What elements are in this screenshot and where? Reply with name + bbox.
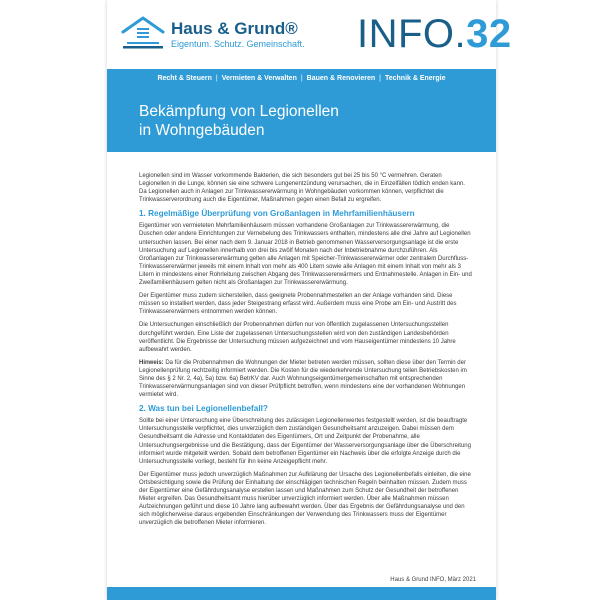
header xyxy=(107,0,512,68)
title-band xyxy=(107,88,496,152)
footer-credit: Haus & Grund INFO, März 2021 xyxy=(390,577,476,583)
nav-separator: | xyxy=(215,75,218,82)
nav-separator: | xyxy=(379,75,381,82)
hinweis-text: Da für die Probennahmen die Wohnungen der Mieter betreten werden müssen, sollten diese über den Termin der Legionellenprüfung rechtzeitig informiert werden. Die Kosten für die wiederkehrende Untersuchung teilen Betriebskosten im Sinne des § 2 Nr. 2, 4a), 5a) bzw. 6a) BetrKV dar. Auch Wohnungseigentümergemeinschaften mit entsprechenden Trinkwassererwärmungsanlagen sind von dieser Prüfpflicht betroffen, wenn mindestens eine der vorhandenen Wohnungen vermietet wird. xyxy=(139,359,467,399)
section-2-heading: 2. Was tun bei Legionellenbefall? xyxy=(139,404,268,414)
info-number: 32 xyxy=(466,12,512,56)
title-line-2: in Wohngebäuden xyxy=(139,122,265,139)
nav-item-technik-energie[interactable]: Technik & Energie xyxy=(384,75,446,82)
category-nav xyxy=(107,69,496,88)
section-1-paragraph-2: Der Eigentümer muss zudem sicherstellen, dass geeignete Probennahmestellen an der Anlage vorhanden sind. Diese müssen so installiert werden, dass jeder Steigestrang erfasst wird. Außerdem muss eine Probe am Ein- und Austritt des Trinkwassererwärmers entnommen werden können. xyxy=(139,293,457,316)
nav-item-vermieten-verwalten[interactable]: Vermieten & Verwalten xyxy=(221,75,297,82)
nav-separator: | xyxy=(300,75,303,82)
title-line-1: Bekämpfung von Legionellen xyxy=(139,103,339,120)
document-page xyxy=(107,0,512,600)
page-title xyxy=(139,102,339,140)
info-badge xyxy=(357,14,512,54)
section-1-paragraph-3: Die Untersuchungen einschließlich der Probennahmen dürfen nur von öffentlich zugelassenen Untersuchungsstellen durchgeführt werden. Eine Liste der zugelassenen Untersuchungsstellen wird von den zuständigen Landesbehörden veröffentlicht. Die Ergebnisse der Untersuchung müssen aufgezeichnet und vom Hauseigentümer mindestens 10 Jahre aufbewahrt werden. xyxy=(139,322,456,353)
section-1-heading: 1. Regelmäßige Überprüfung von Großanlagen in Mehrfamilienhäusern xyxy=(139,209,415,219)
section-2-paragraph-2: Der Eigentümer muss jedoch unverzüglich Maßnahmen zur Aufklärung der Ursache des Legionellenbefalls einleiten, die eine Ortsbesichtigung sowie die Prüfung der Einhaltung der einschlägigen technischen Regeln beinhalten müssen. Zudem muss der Eigentümer eine Gefährdungsanalyse erstellen lassen und Maßnahmen zum Schutz der Gesundheit der betroffenen Mieter ergreifen. Das Gesundheitsamt muss hierüber unverzüglich informiert werden. Über alle Maßnahmen müssen Aufzeichnungen geführt und diese 10 Jahre lang aufbewahrt werden. Über das Ergebnis der Gefährdungsanalyse und den sich möglicherweise daraus ergebenden Einschränkungen der Verwendung des Trinkwassers muss der Eigentümer unverzüglich die betroffenen Mieter informieren. xyxy=(139,471,471,527)
hinweis-paragraph xyxy=(139,359,473,399)
section-1-paragraph-1: Eigentümer von vermieteten Mehrfamilienhäusern müssen vorhandene Großanlagen zur Trinkwassererwärmung, die Duschen oder andere Einrichtungen zur Vernebelung des Trinkwassers enthalten, mindestens alle drei Jahre auf Legionellen untersuchen lassen. Bei einer nach dem 9. Januar 2018 in Betrieb genommenen Wasserversorgungsanlage ist die erste Untersuchung auf Legionellen innerhalb von drei bis zwölf Monaten nach der Inbetriebnahme durchzuführen. Als Großanlagen zur Trinkwassererwärmung gelten alle Anlagen mit Speicher-Trinkwassererwärmer oder zentralem Durchfluss-Trinkwassererwärmer jeweils mit einem Inhalt von mehr als 400 Litern sowie alle Anlagen mit einem Inhalt von mehr als 3 Litern in mindestens einer Rohrleitung zwischen Abgang des Trinkwassererwärmers und Entnahmestelle. Anlagen in Ein- und Zweifamilienhäusern gelten nicht als Großanlagen zur Trinkwassererwärmung. xyxy=(139,223,472,287)
house-logo-icon xyxy=(121,16,165,50)
brand-tagline: Eigentum. Schutz. Gemeinschaft. xyxy=(171,39,305,49)
section-2-paragraph-1: Sollte bei einer Untersuchung eine Überschreitung des zulässigen Legionellenwertes festgestellt werden, ist die beauftragte Untersuchungsstelle verpflichtet, dies unverzüglich dem zuständigen Gesundheitsamt anzuzeigen. Dabei müssen dem Gesundheitsamt die Adresse und Kontaktdaten des Eigentümers, Ort und Zeitpunkt der Probenahme, alle Untersuchungsergebnisse und die Bestätigung, dass der Eigentümer der Wasserversorgungsanlage über die Überschreitung informiert wurde mitgeteilt werden. Sobald dem betroffenen Eigentümer ein Nachweis über die erfolgte Anzeige durch die Untersuchungsstelle vorliegt, besteht für ihn keine Anzeigepflicht mehr. xyxy=(139,418,471,465)
article-body xyxy=(139,172,473,532)
intro-paragraph: Legionellen sind im Wasser vorkommende Bakterien, die sich besonders gut bei 25 bis 50 °C vermehren. Geraten Legionellen in die Lunge, können sie eine schwere Lungenentzündung verursachen, die in Einzelfällen tödlich enden kann. Da Legionellen auch in Anlagen zur Trinkwassererwärmung in Wohngebäuden vorkommen können, verpflichtet die Trinkwasserverordnung auch die Eigentümer, Maßnahmen gegen einen Befall zu ergreifen. xyxy=(139,173,465,204)
brand-name: Haus & Grund® xyxy=(171,19,298,38)
bottom-band xyxy=(107,587,496,600)
hinweis-label: Hinweis: xyxy=(139,359,164,366)
nav-item-recht-steuern[interactable]: Recht & Steuern xyxy=(157,75,212,82)
nav-item-bauen-renovieren[interactable]: Bauen & Renovieren xyxy=(306,75,376,82)
info-prefix: INFO. xyxy=(357,12,467,56)
